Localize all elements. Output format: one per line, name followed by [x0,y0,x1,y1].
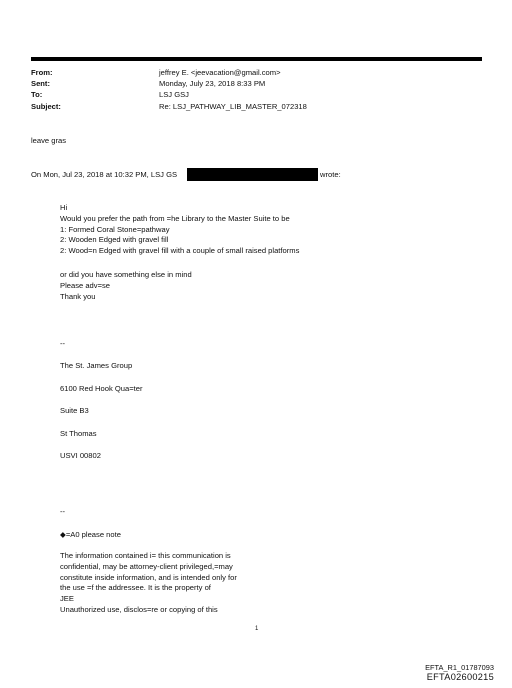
header-rule [31,57,482,61]
redaction-box [187,168,318,181]
message-line: 2: Wooden Edged with gravel fill [60,235,169,245]
disclaimer-line: The information contained i= this communication is [60,551,231,560]
message-line: 1: Formed Coral Stone=pathway [60,224,170,234]
page-number: 1 [255,626,259,632]
signature-separator-2: -- [60,507,66,516]
message-line: Please adv=se [60,280,111,290]
disclaimer-line: constitute inside information, and is intended only for [60,572,237,582]
message-line: Thank you [60,291,96,301]
sent-row [31,78,482,89]
to-label: To: [31,90,43,100]
message-line: Hi [60,203,68,212]
message-line: or did you have something else in mind [60,270,192,279]
note-line: ◆=A0 please note [60,530,121,539]
from-row [31,67,482,78]
sent-label: Sent: [31,79,50,89]
signature-zip: USVI 00802 [60,451,101,460]
sent-value: Monday, July 23, 2018 8:33 PM [159,79,266,89]
quote-intro-suffix: wrote: [320,170,341,179]
signature-company: The St. James Group [60,361,133,370]
subject-value: Re: LSJ_PATHWAY_LIB_MASTER_072318 [159,101,307,111]
to-value: LSJ GSJ [159,90,189,100]
disclaimer-line: the use =f the addressee. It is the property of [60,583,211,593]
message-block-2 [60,270,192,302]
disclaimer-block [60,551,237,616]
disclaimer-line: JEE [60,594,74,604]
doc-id-2: EFTA02600215 [426,672,494,682]
disclaimer-line: Unauthorized use, disclos=re or copying of this [60,604,218,614]
from-label: From: [31,68,53,77]
email-header [31,67,482,112]
message-line: Would you prefer the path from =he Library to the Master Suite to be [60,213,290,223]
quote-intro-prefix: On Mon, Jul 23, 2018 at 10:32 PM, LSJ GS [31,170,178,179]
disclaimer-line: confidential, may be attorney-client privileged,=may [60,561,233,571]
subject-row [31,101,482,112]
document-ids [425,663,494,683]
signature-separator: -- [60,339,66,348]
signature-suite: Suite B3 [60,406,89,415]
signature-address: 6100 Red Hook Qua=ter [60,384,143,393]
message-block-1 [60,203,299,257]
message-line: 2: Wood=n Edged with gravel fill with a couple of small raised platforms [60,246,300,256]
subject-label: Subject: [31,101,61,111]
to-row [31,89,482,100]
from-value: jeffrey E. <jeevacation@gmail.com> [159,68,281,77]
signature-city: St Thomas [60,429,97,438]
doc-id-1: EFTA_R1_01787093 [425,663,494,672]
reply-text: leave gras [31,136,67,145]
